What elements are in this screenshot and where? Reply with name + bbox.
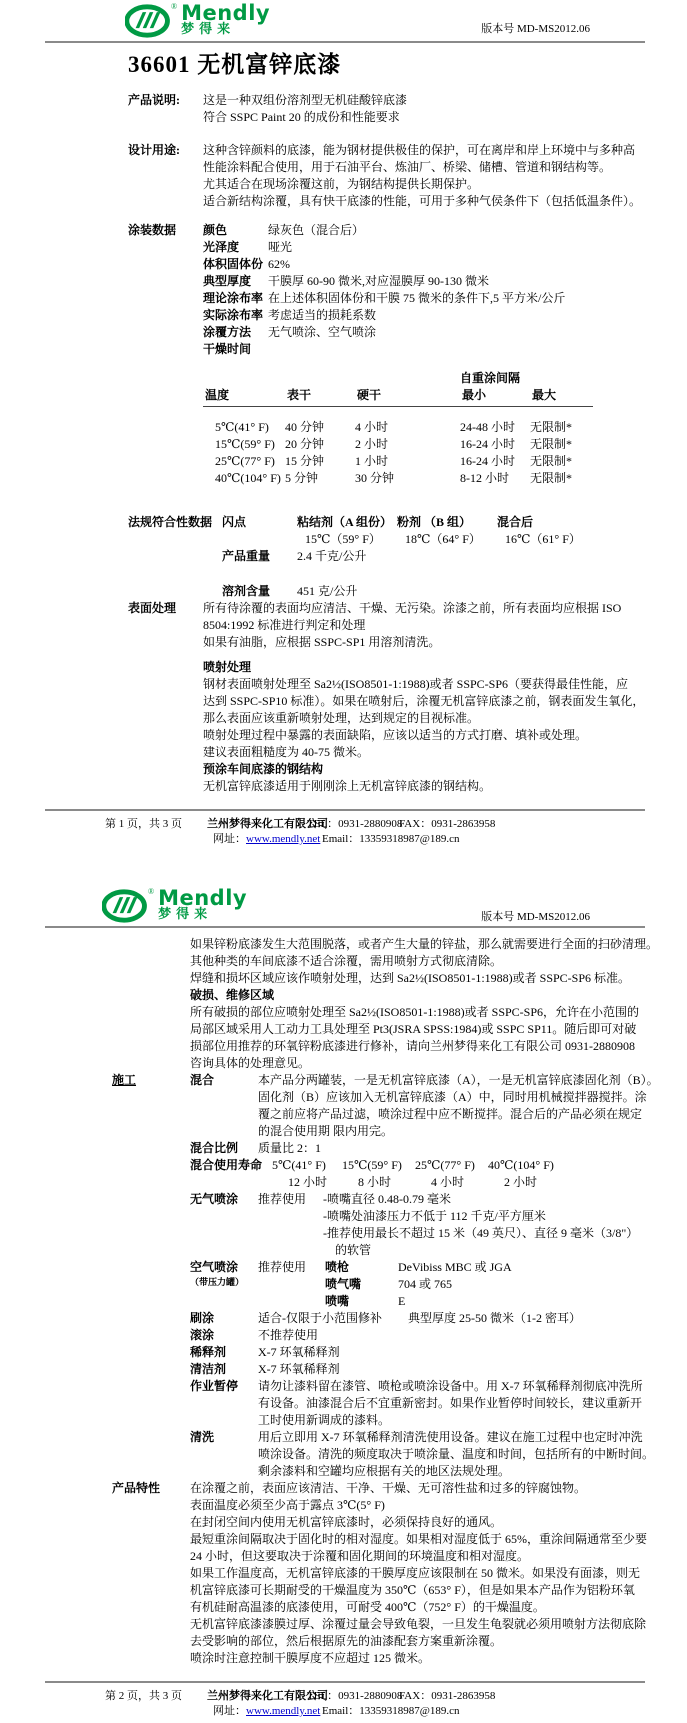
table-row bbox=[203, 453, 593, 470]
flash-value: 18℃（64° F） bbox=[405, 532, 481, 546]
table-header-cell: 表干 bbox=[287, 388, 312, 402]
section-surface-preparation bbox=[45, 600, 645, 795]
footer-line-2 bbox=[45, 1704, 645, 1719]
spacer bbox=[45, 1344, 190, 1361]
footer-line-1 bbox=[45, 1689, 645, 1704]
spacer bbox=[45, 1378, 190, 1429]
spacer bbox=[45, 1157, 190, 1191]
text-line: 喷涂时注意控制干膜厚度不应超过 125 微米。 bbox=[190, 1651, 431, 1665]
solvent-label: 溶剂含量 bbox=[222, 584, 271, 598]
air-spray-item bbox=[323, 1276, 645, 1293]
text-line: 所有破损的部位应喷射处理至 Sa2½(ISO8501-1:1988)或者 SSPC-SP6，允许在小范围的 bbox=[190, 1005, 640, 1019]
table-cell: 5 分钟 bbox=[285, 471, 319, 485]
air-item-value: E bbox=[398, 1294, 406, 1308]
spacer bbox=[45, 1327, 190, 1344]
roller-value: 不推荐使用 bbox=[258, 1328, 319, 1342]
air-spray-item bbox=[323, 1259, 645, 1276]
coating-key: 光泽度 bbox=[203, 240, 240, 254]
coating-value: 考虑适当的损耗系数 bbox=[268, 308, 377, 322]
table-header-cell: 最小 bbox=[462, 388, 487, 402]
thinner-label: 稀释剂 bbox=[190, 1345, 227, 1359]
mendly-logo bbox=[102, 888, 247, 929]
page-title: 36601 无机富锌底漆 bbox=[128, 52, 342, 77]
spacer bbox=[45, 1429, 190, 1480]
table-cell: 15℃(59° F) bbox=[215, 437, 275, 451]
text-line: -喷嘴处油漆压力不低于 112 千克/平方厘米 bbox=[323, 1209, 546, 1223]
table-cell: 20 分钟 bbox=[285, 437, 325, 451]
cleaner-value: X-7 环氧稀释剂 bbox=[258, 1362, 340, 1376]
coating-key: 体积固体份 bbox=[203, 257, 264, 271]
air-item-value: 704 或 765 bbox=[398, 1277, 453, 1291]
air-spray-item bbox=[323, 1293, 645, 1310]
shop-primer-paragraph bbox=[203, 778, 645, 795]
logo-text bbox=[158, 888, 247, 922]
table-cell: 2 小时 bbox=[355, 437, 389, 451]
text-line: 如果锌粉底漆发生大范围脱落，或者产生大量的锌盐，那么就需要进行全面的扫砂清理。 bbox=[190, 937, 659, 951]
flash-value: 16℃（61° F） bbox=[505, 532, 581, 546]
flash-col: 粘结剂（A 组份） bbox=[297, 515, 393, 529]
weight-label: 产品重量 bbox=[222, 549, 271, 563]
website-prefix: 网址： bbox=[213, 1705, 246, 1717]
page-footer bbox=[45, 1681, 645, 1723]
table-body bbox=[203, 419, 593, 487]
mix-ratio-label: 混合比例 bbox=[190, 1141, 239, 1155]
table-cell: 无限制* bbox=[530, 420, 573, 434]
flash-point-value-row bbox=[222, 531, 645, 548]
section-label: 法规符合性数据 bbox=[128, 515, 213, 529]
section-label-features: 产品特性 bbox=[112, 1481, 161, 1495]
brush-value bbox=[258, 1310, 645, 1327]
table-row bbox=[203, 470, 593, 487]
thinner-value: X-7 环氧稀释剂 bbox=[258, 1345, 340, 1359]
page-number: 第 1 页，共 3 页 bbox=[105, 818, 182, 830]
table-cell: 无限制* bbox=[530, 437, 573, 451]
flash-col: 混合后 bbox=[497, 515, 534, 529]
product-weight-row bbox=[222, 548, 645, 565]
table-cell: 40℃(104° F) bbox=[215, 471, 281, 485]
table-cell: 24-48 小时 bbox=[460, 420, 515, 434]
section-label: 设计用途: bbox=[128, 143, 180, 157]
work-stoppage-label: 作业暂停 bbox=[190, 1379, 239, 1393]
coating-row bbox=[203, 239, 645, 256]
blast-paragraph bbox=[203, 676, 645, 761]
fax-number: FAX：0931-2863958 bbox=[399, 1690, 496, 1702]
mix-ratio-row bbox=[45, 1140, 645, 1157]
text-line: 钢材表面喷射处理至 Sa2½(ISO8501-1:1988)或者 SSPC-SP6（要获得最佳性能，应 bbox=[203, 677, 629, 691]
phone-number: TEL：0931-2880908 bbox=[307, 818, 403, 830]
air-spray-label bbox=[190, 1259, 258, 1310]
email-address: Email：13359318987@189.cn bbox=[322, 833, 460, 845]
text-line: 喷涂设备。清洗的频度取决于喷涂量、温度和时间，包括所有的中断时间。 bbox=[258, 1447, 655, 1461]
text-line: 局部区域采用人工动力工具处理至 Pt3(JSRA SPSS:1984)或 SSPC SP11。随后即可对破 bbox=[190, 1022, 637, 1036]
table-cell: 15 分钟 bbox=[285, 454, 325, 468]
surface-intro bbox=[203, 600, 645, 651]
pot-temp: 15℃(59° F) bbox=[342, 1158, 402, 1172]
text-line: 这种含锌颜料的底漆，能为钢材提供极佳的保护，可在离岸和岸上环境中与多种高 bbox=[203, 143, 636, 157]
solvent-content-row bbox=[222, 583, 645, 600]
cleaning-label: 清洗 bbox=[190, 1430, 215, 1444]
air-spray-label-text: 空气喷涂 bbox=[190, 1260, 239, 1274]
text-line: 最短重涂间隔取决于固化时的相对湿度。如果相对湿度低于 65%，重涂间隔通常至少要 bbox=[190, 1532, 647, 1546]
section-body bbox=[222, 514, 645, 600]
text-line: 符合 SSPC Paint 20 的成份和性能要求 bbox=[203, 110, 400, 124]
airless-spray-row bbox=[45, 1191, 645, 1259]
coating-key: 理论涂布率 bbox=[203, 291, 264, 305]
text-line: -推荐使用最长不超过 15 米（49 英尺）、直径 9 毫米（3/8"） bbox=[323, 1226, 639, 1240]
text-line: 损部位用推荐的环氧锌粉底漆进行修补，请向兰州梦得来化工有限公司 0931-2880908 bbox=[190, 1039, 635, 1053]
logo-name-cn: 梦得来 bbox=[158, 907, 213, 922]
text-line: 所有待涂覆的表面均应清洁、干燥、无污染。涂漆之前，所有表面均应根据 ISO bbox=[203, 601, 622, 615]
text-line: 的软管 bbox=[323, 1243, 372, 1257]
product-features-paragraph bbox=[190, 1480, 645, 1667]
text-line: 建议表面粗糙度为 40-75 微米。 bbox=[203, 745, 369, 759]
drying-time-table bbox=[203, 370, 593, 487]
text-line: 表面温度必须至少高于露点 3℃(5° F) bbox=[190, 1498, 385, 1512]
table-cell: 25℃(77° F) bbox=[215, 454, 275, 468]
pot-life-hours bbox=[258, 1174, 645, 1191]
text-line: 24 小时，但这要取决于涂覆和固化期间的环境温度和相对湿度。 bbox=[190, 1549, 530, 1563]
coating-value: 62% bbox=[268, 257, 290, 271]
section-body bbox=[203, 142, 645, 210]
flash-point-label: 闪点 bbox=[222, 515, 247, 529]
coating-value: 干膜厚 60-90 微米,对应湿膜厚 90-130 微米 bbox=[268, 274, 489, 288]
page-number: 第 2 页，共 3 页 bbox=[105, 1690, 182, 1702]
cleaner-row bbox=[45, 1361, 645, 1378]
text-line: 尤其适合在现场涂覆这前，为钢结构提供长期保护。 bbox=[203, 177, 480, 191]
table-row bbox=[203, 436, 593, 453]
table-cell: 5℃(41° F) bbox=[215, 420, 269, 434]
text-line: 用后立即用 X-7 环氧稀释剂清洗使用设备。建议在施工过程中也定时冲洗 bbox=[258, 1430, 643, 1444]
version-label: 版本号 MD-MS2012.06 bbox=[481, 23, 590, 35]
website-label bbox=[213, 1704, 320, 1718]
section-product-description bbox=[45, 92, 645, 126]
text-line: 无机富锌底漆漆膜过厚、涂覆过量会导致龟裂，一旦发生龟裂就必须用喷射方法彻底除 bbox=[190, 1617, 647, 1631]
table-cell: 4 小时 bbox=[355, 420, 389, 434]
text-line: 适合新结构涂覆，具有快干底漆的性能，可用于多种气侯条件下（包括低温条件）。 bbox=[203, 194, 642, 208]
text-line: 那么表面应该重新喷射处理，达到规定的目视标准。 bbox=[203, 711, 480, 725]
surface-prep-continued bbox=[190, 936, 659, 987]
text-line: 在封闭空间内使用无机富锌底漆时，必须保持良好的通风。 bbox=[190, 1515, 503, 1529]
page-header bbox=[45, 885, 645, 928]
text-line: 这是一种双组份溶剂型无机硅酸锌底漆 bbox=[203, 93, 408, 107]
page-2 bbox=[0, 885, 687, 1723]
page-1 bbox=[0, 0, 687, 851]
coating-row bbox=[203, 307, 645, 324]
coating-data-list bbox=[203, 222, 645, 358]
registered-mark: ® bbox=[171, 2, 178, 11]
roller-row bbox=[45, 1327, 645, 1344]
website-label bbox=[213, 832, 320, 846]
website-link[interactable]: www.mendly.net bbox=[246, 833, 321, 845]
pot-hours: 8 小时 bbox=[358, 1175, 392, 1189]
text-line: 焊缝和损坏区域应该作喷射处理，达到 Sa2½(ISO8501-1:1988)或者 SSPC-SP6 标准。 bbox=[190, 971, 631, 985]
section-design-use bbox=[45, 142, 645, 210]
table-group-header: 自重涂间隔 bbox=[460, 371, 521, 385]
coating-row bbox=[203, 290, 645, 307]
mendly-emblem-icon bbox=[102, 888, 148, 929]
mixing-label: 混合 bbox=[190, 1073, 215, 1087]
cleaner-label: 清洁剂 bbox=[190, 1362, 227, 1376]
coating-row bbox=[203, 222, 645, 239]
air-item-key: 喷嘴 bbox=[325, 1294, 350, 1308]
damage-repair-heading: 破损、维修区域 bbox=[190, 988, 275, 1002]
coating-row bbox=[203, 273, 645, 290]
page-footer bbox=[45, 809, 645, 851]
logo-name-en: Mendly bbox=[158, 886, 248, 910]
text-line: 如果有油脂，应根据 SSPC-SP1 用溶剂清洗。 bbox=[203, 635, 441, 649]
thinner-row bbox=[45, 1344, 645, 1361]
pot-life-table bbox=[258, 1157, 645, 1191]
table-cell: 16-24 小时 bbox=[460, 437, 515, 451]
coating-row bbox=[203, 324, 645, 341]
text-line: 其他种类的车间底漆不适合涂覆，需用喷射方式彻底清除。 bbox=[190, 954, 503, 968]
company-name: 兰州梦得来化工有限公司 bbox=[207, 1690, 328, 1702]
text-line: 如果工作温度高，无机富锌底漆的干膜厚度应该限制在 50 微米。如果没有面漆，则无 bbox=[190, 1566, 641, 1580]
text-line: 达到 SSPC-SP10 标准）。如果在喷射后，涂覆无机富锌底漆之前，钢表面发生氧化， bbox=[203, 694, 645, 708]
company-name: 兰州梦得来化工有限公司 bbox=[207, 818, 328, 830]
product-features-row bbox=[45, 1480, 645, 1667]
text-line: 在涂覆之前，表面应该清洁、干净、干燥、无可溶性盐和过多的锌腐蚀物。 bbox=[190, 1481, 587, 1495]
text-line: 覆之前应将产品过滤，喷涂过程中应不断搅拌。混合后的产品必须在规定 bbox=[258, 1107, 643, 1121]
air-spray-details bbox=[323, 1259, 645, 1310]
mendly-logo bbox=[125, 3, 270, 44]
coating-value: 在上述体积固体份和干膜 75 微米的条件下,5 平方米/公斤 bbox=[268, 291, 566, 305]
coating-key: 实际涂布率 bbox=[203, 308, 264, 322]
text-line: 有机硅耐高温漆的底漆使用，可耐受 400℃（752° F）的干燥温度。 bbox=[190, 1600, 545, 1614]
brush-thickness: 典型厚度 25-50 微米（1-2 密耳） bbox=[408, 1311, 581, 1325]
air-spray-row bbox=[45, 1259, 645, 1310]
flash-col: 粉剂 （B 组） bbox=[397, 515, 472, 529]
text-line: 性能涂料配合使用，用于石油平台、炼油厂、桥梁、储槽、管道和钢结构等。 bbox=[203, 160, 612, 174]
cleaning-row bbox=[45, 1429, 655, 1480]
text-line: -喷嘴直径 0.48-0.79 毫米 bbox=[323, 1192, 451, 1206]
airless-spray-label: 无气喷涂 bbox=[190, 1192, 239, 1206]
application-mixing-row bbox=[45, 1072, 659, 1140]
mendly-emblem-icon bbox=[125, 3, 171, 44]
section-label: 表面处理 bbox=[128, 601, 177, 615]
text-line: 本产品分两罐装，一是无机富锌底漆（A），一是无机富锌底漆固化剂（B）。 bbox=[258, 1073, 659, 1087]
footer-line-2 bbox=[45, 832, 645, 847]
mixing-paragraph bbox=[258, 1072, 659, 1140]
table-header-row bbox=[203, 387, 593, 407]
text-line: 工时使用新调成的漆料。 bbox=[258, 1413, 391, 1427]
table-cell: 无限制* bbox=[530, 471, 573, 485]
text-line: 喷射处理过程中暴露的表面缺陷，应该以适当的方式打磨、填补或处理。 bbox=[203, 728, 588, 742]
text-line: 剩余漆料和空罐均应根据有关的地区法规处理。 bbox=[258, 1464, 511, 1478]
text-line: 的混合使用期 限内用完。 bbox=[258, 1124, 394, 1138]
section-regulatory-data bbox=[45, 514, 645, 600]
pot-hours: 2 小时 bbox=[504, 1175, 538, 1189]
solvent-value: 451 克/公升 bbox=[297, 584, 358, 598]
spacer bbox=[45, 1191, 190, 1259]
email-address: Email：13359318987@189.cn bbox=[322, 1705, 460, 1717]
weight-value: 2.4 千克/公升 bbox=[297, 549, 367, 563]
coating-key: 颜色 bbox=[203, 223, 228, 237]
cleaning-paragraph bbox=[258, 1429, 655, 1480]
air-item-value: DeVibiss MBC 或 JGA bbox=[398, 1260, 512, 1274]
table-header-cell: 最大 bbox=[532, 388, 557, 402]
website-link[interactable]: www.mendly.net bbox=[246, 1705, 321, 1717]
phone-number: TEL：0931-2880908 bbox=[307, 1690, 403, 1702]
coating-key: 涂覆方法 bbox=[203, 325, 252, 339]
logo-text bbox=[181, 3, 270, 37]
mix-ratio-value: 质量比 2：1 bbox=[258, 1141, 322, 1155]
recommended-use-label: 推荐使用 bbox=[258, 1192, 307, 1206]
coating-row bbox=[203, 256, 645, 273]
text-line: 固化剂（B）应该加入无机富锌底漆（A）中，同时用机械搅拌器搅拌。涂 bbox=[258, 1090, 647, 1104]
flash-value: 15℃（59° F） bbox=[305, 532, 381, 546]
pot-temp: 40℃(104° F) bbox=[488, 1158, 554, 1172]
coating-key: 干燥时间 bbox=[203, 342, 252, 356]
pot-life-row bbox=[45, 1157, 645, 1191]
text-line: 去受影响的部位，然后根据原先的油漆配套方案重新涂覆。 bbox=[190, 1634, 503, 1648]
roller-label: 滚涂 bbox=[190, 1328, 215, 1342]
shop-primer-heading: 预涂车间底漆的钢结构 bbox=[203, 762, 324, 776]
recommended-use-label: 推荐使用 bbox=[258, 1260, 307, 1274]
text-line: 咨询具体的处理意见。 bbox=[190, 1056, 311, 1070]
website-prefix: 网址： bbox=[213, 833, 246, 845]
text-line: 有设备。油漆混合后不宜重新密封。如果作业暂停时间较长，建议重新开 bbox=[258, 1396, 643, 1410]
text-line: 无机富锌底漆适用于刚刚涂上无机富锌底漆的钢结构。 bbox=[203, 779, 492, 793]
logo-name-en: Mendly bbox=[181, 1, 271, 25]
table-row bbox=[203, 419, 593, 436]
work-stoppage-row bbox=[45, 1378, 645, 1429]
logo-name-cn: 梦得来 bbox=[181, 22, 236, 37]
text-line: 请勿让漆料留在漆管、喷枪或喷涂设备中。用 X-7 环氧稀释剂彻底冲洗所 bbox=[258, 1379, 643, 1393]
flash-point-header-row bbox=[222, 514, 645, 531]
pressure-pot-note: （带压力罐） bbox=[190, 1277, 245, 1287]
table-cell: 无限制* bbox=[530, 454, 573, 468]
page-header bbox=[45, 0, 645, 43]
fax-number: FAX：0931-2863958 bbox=[399, 818, 496, 830]
brush-label: 刷涂 bbox=[190, 1311, 215, 1325]
spacer bbox=[45, 1140, 190, 1157]
section-body bbox=[203, 600, 645, 795]
pot-life-label: 混合使用寿命 bbox=[190, 1158, 263, 1172]
section-coating-data bbox=[45, 222, 645, 358]
section-body bbox=[203, 92, 645, 126]
air-item-key: 喷枪 bbox=[325, 1260, 350, 1274]
registered-mark: ® bbox=[148, 887, 155, 896]
coating-value: 无气喷涂、空气喷涂 bbox=[268, 325, 377, 339]
coating-key: 典型厚度 bbox=[203, 274, 252, 288]
section-label: 产品说明: bbox=[128, 93, 180, 107]
pot-life-temps bbox=[258, 1157, 645, 1174]
brush-suitability: 适合-仅限于小范围修补 bbox=[258, 1311, 382, 1325]
pot-hours: 12 小时 bbox=[288, 1175, 328, 1189]
footer-line-1 bbox=[45, 817, 645, 832]
damage-repair-paragraph bbox=[190, 1004, 645, 1072]
pot-temp: 25℃(77° F) bbox=[415, 1158, 475, 1172]
table-cell: 30 分钟 bbox=[355, 471, 395, 485]
air-item-key: 喷气嘴 bbox=[325, 1277, 362, 1291]
airless-spray-details bbox=[323, 1191, 645, 1259]
table-cell: 40 分钟 bbox=[285, 420, 325, 434]
blast-heading: 喷射处理 bbox=[203, 660, 252, 674]
pot-temp: 5℃(41° F) bbox=[272, 1158, 326, 1172]
section-label-application: 施工 bbox=[112, 1073, 137, 1087]
table-header-cell: 温度 bbox=[205, 388, 230, 402]
coating-value: 哑光 bbox=[268, 240, 293, 254]
pot-hours: 4 小时 bbox=[431, 1175, 465, 1189]
table-cell: 1 小时 bbox=[355, 454, 389, 468]
table-cell: 16-24 小时 bbox=[460, 454, 515, 468]
work-stoppage-paragraph bbox=[258, 1378, 645, 1429]
spacer bbox=[222, 531, 297, 548]
section-label: 涂装数据 bbox=[128, 223, 177, 237]
brush-row bbox=[45, 1310, 645, 1327]
coating-value: 绿灰色（混合后） bbox=[268, 223, 365, 237]
text-line: 机富锌底漆可长期耐受的干燥温度为 350℃（653° F），但是如果本产品作为铝粉环氧 bbox=[190, 1583, 635, 1597]
table-cell: 8-12 小时 bbox=[460, 471, 509, 485]
text-line: 8504:1992 标准进行判定和处理 bbox=[203, 618, 366, 632]
spacer bbox=[45, 1310, 190, 1327]
spacer bbox=[45, 1361, 190, 1378]
table-header-cell: 硬干 bbox=[357, 388, 382, 402]
version-label: 版本号 MD-MS2012.06 bbox=[481, 911, 590, 923]
coating-row bbox=[203, 341, 645, 358]
spacer bbox=[45, 1259, 190, 1310]
